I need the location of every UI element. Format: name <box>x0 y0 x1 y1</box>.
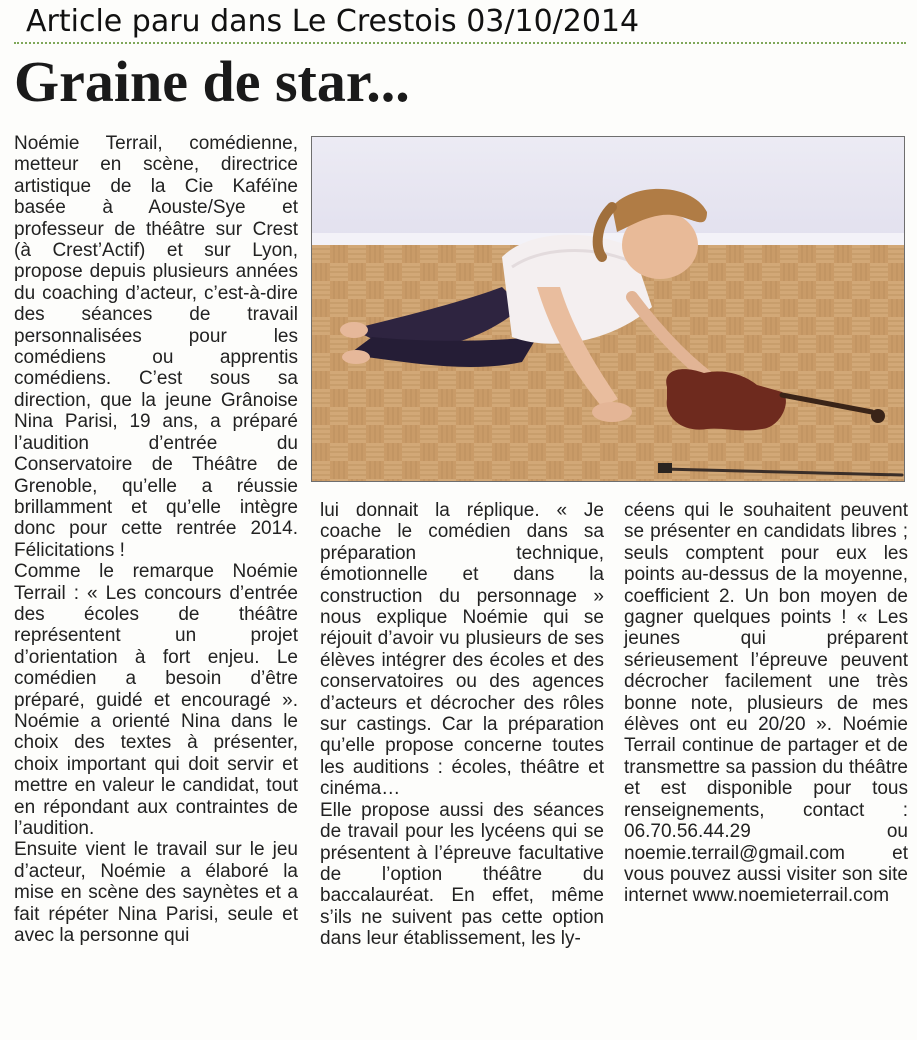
article-source-caption: Article paru dans Le Crestois 03/10/2014 <box>26 4 640 39</box>
paragraph: céens qui le souhaitent peuvent se présenter en candidats libres ; seuls comptent pour eux les points au-dessus de la moyenne, coefficient 2. Un bon moyen de gagner quelques points ! « Les jeunes qui préparent sérieusement l’épreuve peuvent décrocher facilement une très bonne note, plusieurs de mes élèves ont eu 20/20 ». Noémie Terrail continue de partager et de transmettre sa passion du théâtre et est disponible pour tous renseignements, contact : 06.70.56.44.29 ou noemie.terrail@gmail.com et vous pouvez aussi visiter son site internet www.noemieterrail.com <box>624 500 908 907</box>
article-column-1 <box>14 133 298 946</box>
paragraph: lui donnait la réplique. « Je coache le comédien dans sa préparation technique, émotionnelle et dans la construction du personnage » nous explique Noémie qui se réjouit d’avoir vu plusieurs de ses élèves intégrer des écoles et des conservatoires ou des agences d’acteurs et décrocher des rôles sur castings. Car la préparation qu’elle propose concerne toutes les auditions : écoles, théâtre et cinéma… <box>320 500 604 800</box>
photo-woman-violin-icon <box>312 137 905 482</box>
paragraph: Ensuite vient le travail sur le jeu d’acteur, Noémie a élaboré la mise en scène des saynètes et a fait répéter Nina Parisi, seule et avec la personne qui <box>14 839 298 947</box>
paragraph: Comme le remarque Noémie Terrail : « Les concours d’entrée des écoles de théâtre représentent un projet d’orientation à fort enjeu. Le comédien a besoin d’être préparé, guidé et encouragé ». Noémie a orienté Nina dans le choix des textes à présenter, choix important qui doit servir et mettre en valeur le candidat, tout en répondant aux contraintes de l’audition. <box>14 561 298 839</box>
article-column-3 <box>624 500 908 907</box>
article-title: Graine de star... <box>14 49 410 114</box>
dotted-divider <box>14 42 906 44</box>
article-column-2 <box>320 500 604 950</box>
paragraph: Noémie Terrail, comédienne, metteur en scène, directrice artistique de la Cie Kaféïne basée à Aouste/Sye et professeur de théâtre sur Crest (à Crest’Actif) et sur Lyon, propose depuis plusieurs années du coaching d’acteur, c’est-à-dire des séances de travail personnalisées pour les comédiens ou apprentis comédiens. C’est sous sa direction, que la jeune Grânoise Nina Parisi, 19 ans, a préparé l’audition d’entrée du Conservatoire de Théâtre de Grenoble, qu’elle a réussie brillamment et qu’elle intègre donc pour cette rentrée 2014. Félicitations ! <box>14 133 298 561</box>
article-photo <box>311 136 905 482</box>
paragraph: Elle propose aussi des séances de travail pour les lycéens qui se présentent à l’épreuve facultative de l’option théâtre du baccalauréat. En effet, même s’ils ne suivent pas cette option dans leur établissement, les ly- <box>320 799 604 950</box>
